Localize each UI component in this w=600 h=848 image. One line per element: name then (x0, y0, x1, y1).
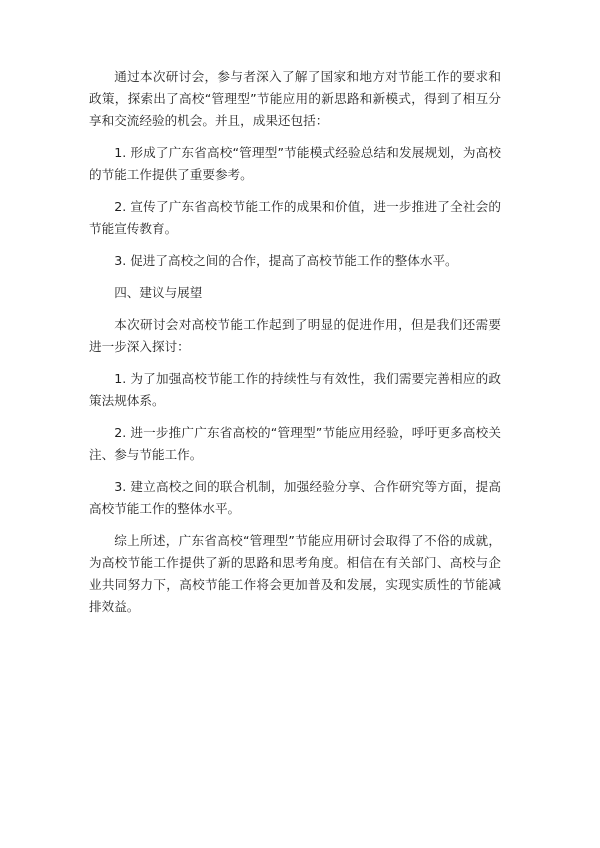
result-item-3: 3. 促进了高校之间的合作，提高了高校节能工作的整体水平。 (114, 253, 458, 268)
result-item-2: 2. 宣传了广东省高校节能工作的成果和价值，进一步推进了全社会的节能宣传教育。 (89, 199, 501, 236)
result-item-1: 1. 形成了广东省高校“管理型”节能模式经验总结和发展规划，为高校的节能工作提供了重要参考。 (89, 145, 501, 182)
document-page (89, 66, 501, 628)
suggestion-item-1: 1. 为了加强高校节能工作的持续性与有效性，我们需要完善相应的政策法规体系。 (89, 371, 501, 408)
section-heading: 四、建议与展望 (114, 285, 203, 300)
suggestion-item-2: 2. 进一步推广广东省高校的“管理型”节能应用经验，呼吁更多高校关注、参与节能工作。 (89, 425, 501, 462)
suggestions-intro-paragraph: 本次研讨会对高校节能工作起到了明显的促进作用，但是我们还需要进一步深入探讨： (89, 317, 501, 354)
suggestion-item-3: 3. 建立高校之间的联合机制，加强经验分享、合作研究等方面，提高高校节能工作的整体水平。 (89, 479, 501, 516)
intro-paragraph: 通过本次研讨会，参与者深入了解了国家和地方对节能工作的要求和政策，探索出了高校“管理型”节能应用的新思路和新模式，得到了相互分享和交流经验的机会。并且，成果还包括： (89, 69, 501, 128)
conclusion-paragraph: 综上所述，广东省高校“管理型”节能应用研讨会取得了不俗的成就，为高校节能工作提供了新的思路和思考角度。相信在有关部门、高校与企业共同努力下，高校节能工作将会更加普及和发展，实现实质性的节能减排效益。 (89, 533, 501, 614)
